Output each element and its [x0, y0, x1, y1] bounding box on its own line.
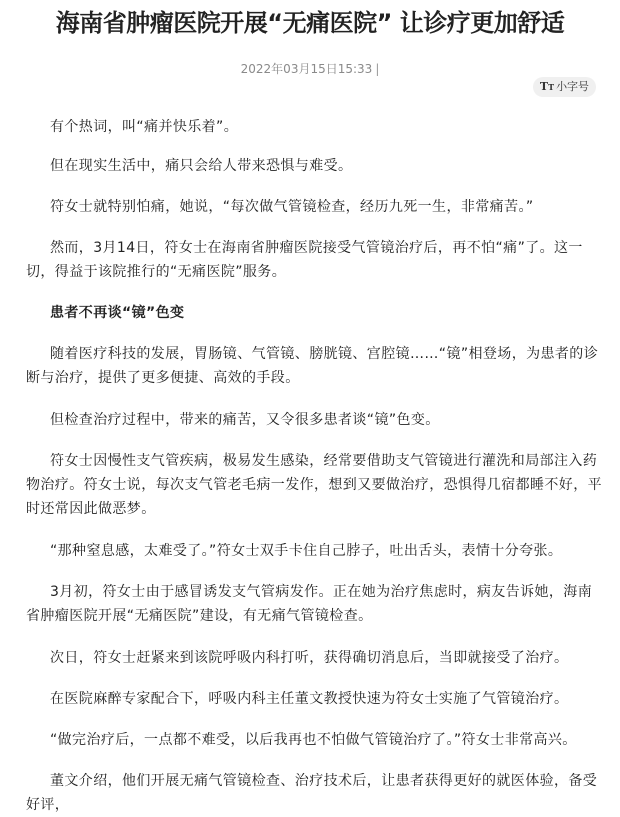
paragraph: “做完治疗后，一点都不难受，以后我再也不怕做气管镜治疗了。”符女士非常高兴。 [50, 732, 577, 748]
paragraph: 有个热词，叫“痛并快乐着”。 [50, 119, 239, 135]
paragraph: 随着医疗科技的发展，胃肠镜、气管镜、膀胱镜、宫腔镜……“镜”相登场，为患者的诊断与治疗，提供了更多便捷、高效的手段。 [26, 346, 599, 386]
font-size-label: 小字号 [556, 80, 590, 93]
article-title: 海南省肿瘤医院开展“无痛医院” 让诊疗更加舒适 [55, 9, 565, 37]
paragraph: “那种窒息感，太难受了。”符女士双手卡住自己脖子，吐出舌头，表情十分夸张。 [50, 543, 563, 559]
paragraph: 但检查治疗过程中，带来的痛苦，又令很多患者谈“镜”色变。 [50, 412, 440, 428]
paragraph: 符女士因慢性支气管疾病，极易发生感染，经常要借助支气管镜进行灌洗和局部注入药物治疗。符女士说，每次支气管老毛病一发作，想到又要做治疗，恐惧得几宿都睡不好，平时还常因此做恶梦。 [26, 453, 602, 517]
paragraph: 但在现实生活中，痛只会给人带来恐惧与难受。 [50, 158, 353, 174]
section-heading: 患者不再谈“镜”色变 [50, 305, 185, 321]
paragraph: 3月初，符女士由于感冒诱发支气管病发作。正在她为治疗焦虑时，病友告诉她，海南省肿瘤医院开展“无痛医院”建设，有无痛气管镜检查。 [26, 584, 593, 624]
paragraph: 然而，3月14日，符女士在海南省肿瘤医院接受气管镜治疗后，再不怕“痛”了。这一切，得益于该院推行的“无痛医院”服务。 [26, 240, 583, 280]
font-size-toggle-button[interactable] [533, 77, 596, 97]
paragraph: 董文介绍，他们开展无痛气管镜检查、治疗技术后，让患者获得更好的就医体验，备受好评， [26, 773, 598, 813]
article-meta [0, 60, 620, 77]
publish-datetime: 2022年03月15日15:33 [240, 62, 373, 76]
paragraph: 在医院麻醉专家配合下，呼吸内科主任董文教授快速为符女士实施了气管镜治疗。 [50, 691, 569, 707]
paragraph: 次日，符女士赶紧来到该院呼吸内科打听，获得确切消息后，当即就接受了治疗。 [50, 650, 569, 666]
text-size-icon: TT [539, 80, 555, 93]
meta-separator: | [375, 62, 380, 76]
paragraph: 符女士就特别怕痛，她说，“每次做气管镜检查，经历九死一生，非常痛苦。” [50, 199, 534, 215]
